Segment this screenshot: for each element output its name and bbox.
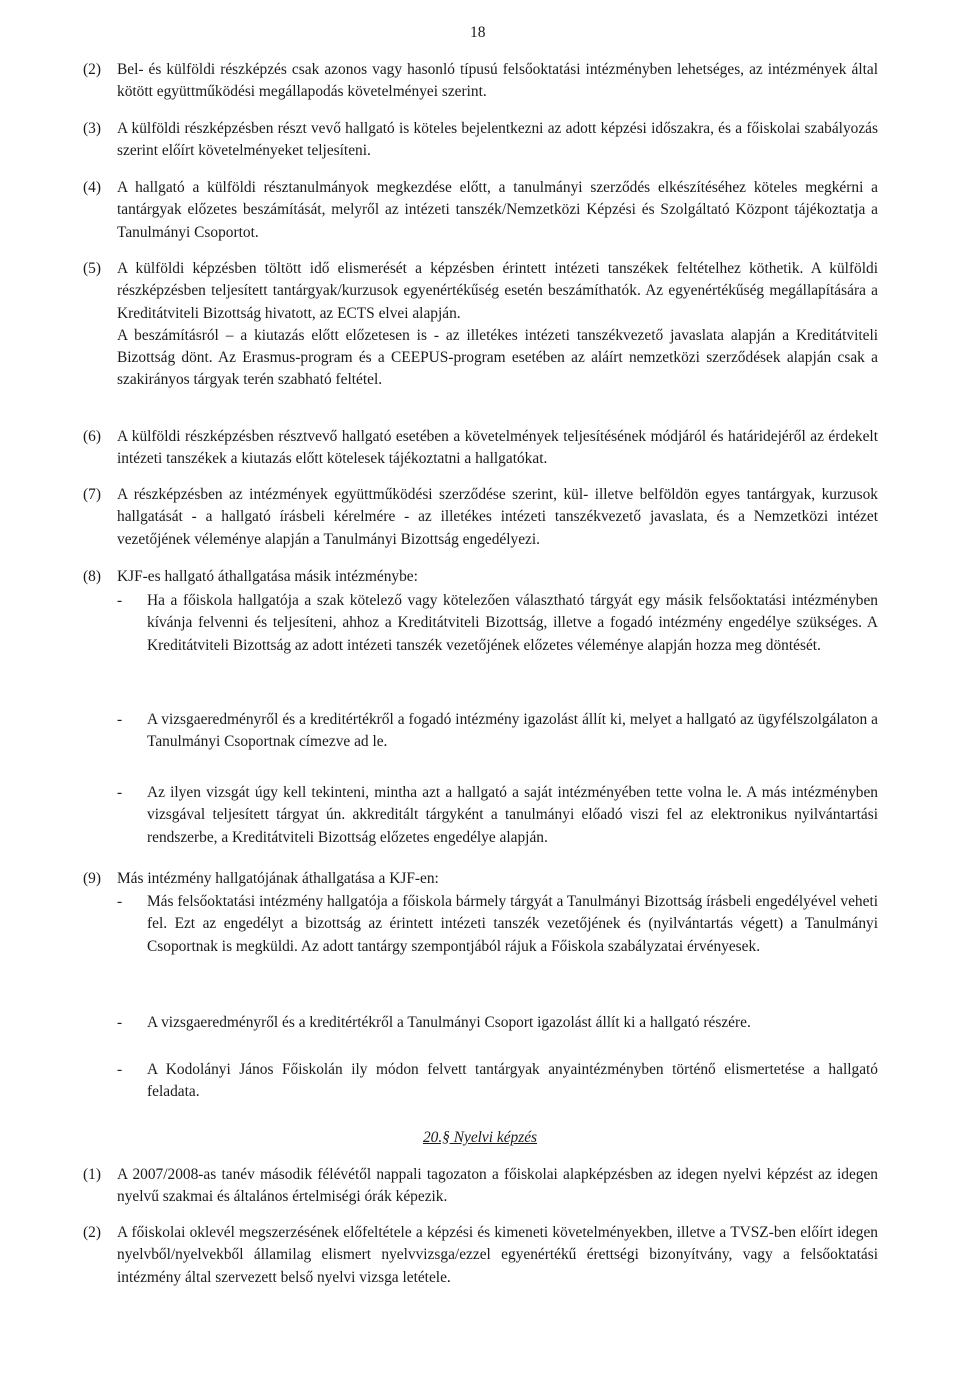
paragraph-number: (7) xyxy=(83,486,101,503)
page-number: 18 xyxy=(470,24,486,41)
list-item xyxy=(117,782,878,849)
paragraph-number: (8) xyxy=(83,568,101,585)
paragraph-number: (4) xyxy=(83,179,101,196)
section-paragraph-2 xyxy=(83,1222,878,1289)
list-item-text: Más felsőoktatási intézmény hallgatója a főiskola bármely tárgyát a Tanulmányi Bizottság írásbeli engedélyével veheti fel. Ezt az engedélyt a bizottság az érintett intézeti tanszék vezetőjének és (nyilvántartás végett) a Tanulmányi Csoportnak is megküldi. Az adott tantárgy szempontjából rájuk a Főiskola szabályzatai érvényesek. xyxy=(147,893,878,955)
paragraph-text: A külföldi részképzésben résztvevő hallgató esetében a követelmények teljesítésének módjáról és határidejéről az érdekelt intézeti tanszékek a kiutazás előtt kötelesek tájékoztatni a hallgatókat. xyxy=(117,428,878,468)
paragraph-number: (9) xyxy=(83,870,101,887)
section-paragraph-1 xyxy=(83,1164,878,1209)
list-item-text: A Kodolányi János Főiskolán ily módon felvett tantárgyak anyaintézményben történő elismertetése a hallgató feladata. xyxy=(147,1061,878,1101)
dash-bullet: - xyxy=(117,711,123,728)
list-item xyxy=(117,1059,878,1104)
paragraph-7 xyxy=(83,484,878,551)
list-item-text: Ha a főiskola hallgatója a szak kötelező vagy kötelezően választható tárgyát egy másik felsőoktatási intézményben kívánja felvenni és teljesíteni, ahhoz a Kreditátviteli Bizottság, illetve a fogadó intézmény engedélye szükséges. A Kreditátviteli Bizottság az adott intézeti tanszék vezetőjének előzetes véleménye alapján hozza meg döntését. xyxy=(147,592,878,654)
paragraph-text: A főiskolai oklevél megszerzésének előfeltétele a képzési és kimeneti követelményekben, illetve a TVSZ-ben előírt idegen nyelvből/nyelvekből államilag elismert nyelvvizsga/ezzel egyenértékű érettségi bizonyítvány, vagy a felsőoktatási intézmény által szervezett belső nyelvi vizsga letétele. xyxy=(117,1224,878,1286)
list-item-text: A vizsgaeredményről és a kreditértékről a Tanulmányi Csoport igazolást állít ki a hallgató részére. xyxy=(147,1014,751,1031)
dash-bullet: - xyxy=(117,592,123,609)
list-item xyxy=(117,891,878,958)
paragraph-2 xyxy=(83,59,878,104)
paragraph-5 xyxy=(83,258,878,392)
paragraph-text: KJF-es hallgató áthallgatása másik intézménybe: xyxy=(117,568,418,585)
paragraph-text: A külföldi képzésben töltött idő elismerését a képzésben érintett intézeti tanszékek feltételhez köthetik. A külföldi részképzésben teljesített tantárgyak/kurzusok egyenértékűség esetén beszámíthatók. Az egyenértékűség megállapítására a Kreditátviteli Bizottság hivatott, az ECTS elvei alapján. xyxy=(117,260,878,322)
paragraph-3 xyxy=(83,118,878,163)
paragraph-number: (1) xyxy=(83,1166,101,1183)
paragraph-number: (5) xyxy=(83,260,101,277)
paragraph-9 xyxy=(83,868,878,890)
paragraph-text: A 2007/2008-as tanév második félévétől nappali tagozaton a főiskolai alapképzésben az idegen nyelvi képzést az idegen nyelvű szakmai és általános értelmiségi órák képezik. xyxy=(117,1166,878,1206)
dash-bullet: - xyxy=(117,1014,123,1031)
section-heading: 20.§ Nyelvi képzés xyxy=(422,1129,538,1146)
list-item xyxy=(117,709,878,754)
list-item-text: Az ilyen vizsgát úgy kell tekinteni, mintha azt a hallgató a saját intézményében tette volna le. A más intézményben vizsgával teljesített tárgyat ún. akkreditált tárgyként a tanulmányi előadó viszi fel az elektronikus nyilvántartási rendszerbe, a Kreditátviteli Bizottság előzetes engedélye alapján. xyxy=(147,784,878,846)
paragraph-4 xyxy=(83,177,878,244)
paragraph-8 xyxy=(83,566,878,588)
dash-bullet: - xyxy=(117,1061,123,1078)
paragraph-text: A részképzésben az intézmények együttműködési szerződése szerint, kül- illetve belföldön egyes tantárgyak, kurzusok hallgatását - a hallgató írásbeli kérelmére - az illetékes intézeti tanszékvezető javaslata, és a Nemzetközi intézet vezetőjének véleménye alapján a Tanulmányi Bizottság engedélyezi. xyxy=(117,486,878,548)
list-item xyxy=(117,1012,878,1034)
list-item xyxy=(117,590,878,657)
paragraph-text: Bel- és külföldi részképzés csak azonos vagy hasonló típusú felsőoktatási intézményben lehetséges, az intézmények által kötött együttműködési megállapodás követelményei szerint. xyxy=(117,61,878,101)
paragraph-number: (3) xyxy=(83,120,101,137)
dash-bullet: - xyxy=(117,784,123,801)
paragraph-continuation: A beszámításról – a kiutazás előtt előzetesen is - az illetékes intézeti tanszékvezető javaslata alapján a Kreditátviteli Bizottság dönt. Az Erasmus-program és a CEEPUS-program esetében az aláírt nemzetközi szerződések alapján csak a szakirányos tárgyak terén szabható feltétel. xyxy=(117,326,878,389)
paragraph-number: (2) xyxy=(83,1224,101,1241)
paragraph-text: Más intézmény hallgatójának áthallgatása a KJF-en: xyxy=(117,870,439,887)
dash-bullet: - xyxy=(117,893,123,910)
paragraph-number: (6) xyxy=(83,428,101,445)
paragraph-6 xyxy=(83,426,878,471)
paragraph-text: A külföldi részképzésben részt vevő hallgató is köteles bejelentkezni az adott képzési időszakra, és a főiskolai szabályozás szerint előírt követelményeket teljesíteni. xyxy=(117,120,878,160)
list-item-text: A vizsgaeredményről és a kreditértékről a fogadó intézmény igazolást állít ki, melyet a hallgató az ügyfélszolgálaton a Tanulmányi Csoportnak címezve ad le. xyxy=(147,711,878,751)
paragraph-text: A hallgató a külföldi résztanulmányok megkezdése előtt, a tanulmányi szerződés elkészítéséhez köteles megkérni a tantárgyak előzetes beszámítását, melyről az intézeti tanszék/Nemzetközi Képzési és Szolgáltató Központ tájékoztatja a Tanulmányi Csoportot. xyxy=(117,179,878,241)
paragraph-number: (2) xyxy=(83,61,101,78)
